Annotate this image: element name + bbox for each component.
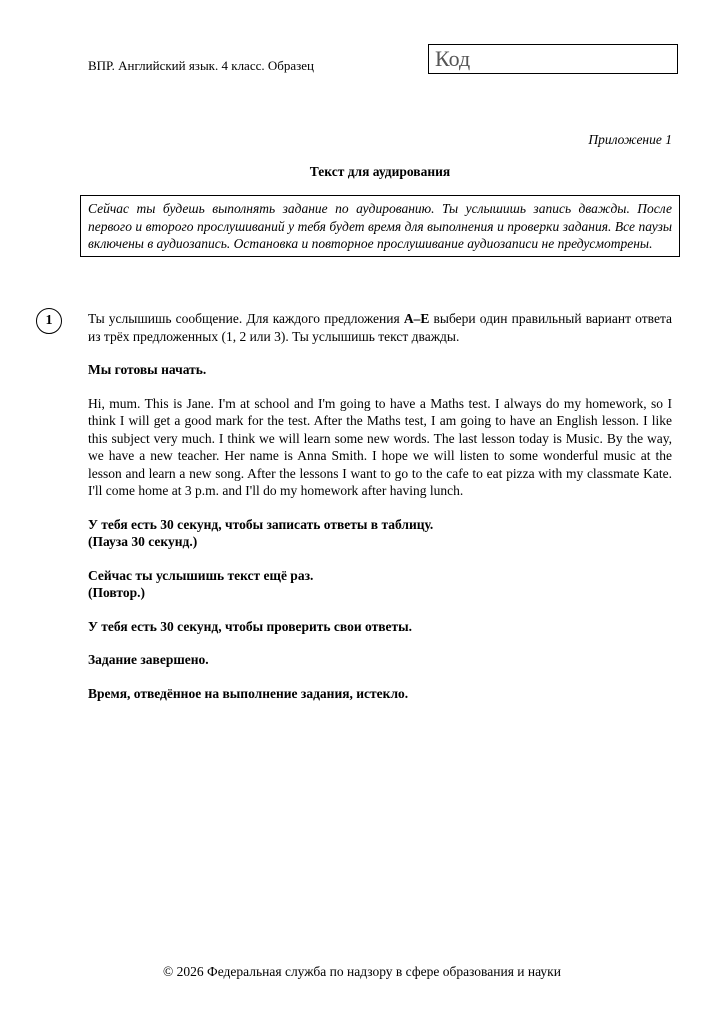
- pause-line: (Пауза 30 секунд.): [88, 534, 198, 549]
- task-intro-start: Ты услышишь сообщение. Для каждого предложения: [88, 311, 404, 326]
- time-over-line: Время, отведённое на выполнение задания, истекло.: [88, 685, 409, 701]
- check-time-line: У тебя есть 30 секунд, чтобы проверить свои ответы.: [88, 618, 413, 634]
- instruction-box: Сейчас ты будешь выполнять задание по аудированию. Ты услышишь запись дважды. После первого и второго прослушиваний у тебя будет время для выполнения и проверки задания. Все паузы включены в аудиозапись. Остановка и повторное прослушивание аудиозаписи не предусмотрены.: [80, 195, 680, 257]
- appendix-label: Приложение 1: [588, 132, 672, 147]
- ready-line: Мы готовы начать.: [88, 362, 207, 377]
- listening-text: Hi, mum. This is Jane. I'm at school and I'm going to have a Maths test. I always do my homework, so I think I will get a good mark for the test. After the Maths test, I am going to have an English lesson. I like this subject very much. I think we will learn some new words. The last lesson today is Music. By the way, we have a new teacher. Her name is Anna Smith. I hope we will listen to some wonderful music at the lesson and learn a new song. After the lessons I want to go to the cafe to eat pizza with my classmate Kate. I'll come home at 3 p.m. and I'll do my homework after having lunch.: [88, 395, 672, 498]
- task-intro: [88, 310, 672, 345]
- footer: © 2026 Федеральная служба по надзору в сфере образования и науки: [163, 964, 561, 979]
- task-intro-letters: A–E: [403, 311, 430, 326]
- task-number-badge: 1: [36, 308, 62, 334]
- header-title: ВПР. Английский язык. 4 класс. Образец: [88, 58, 314, 73]
- section-title: Текст для аудирования: [309, 164, 451, 179]
- finished-line: Задание завершено.: [88, 652, 209, 667]
- record-time-line: У тебя есть 30 секунд, чтобы записать ответы в таблицу.: [88, 516, 434, 532]
- hear-again-line: Сейчас ты услышишь текст ещё раз.: [88, 567, 314, 583]
- code-field[interactable]: Код: [428, 44, 678, 74]
- task-intro-end: выбери один правильный вариант ответа из трёх предложенных (1, 2 или 3). Ты услышишь текст дважды.: [88, 311, 672, 344]
- repeat-line: (Повтор.): [88, 585, 145, 600]
- task-content: [88, 310, 672, 718]
